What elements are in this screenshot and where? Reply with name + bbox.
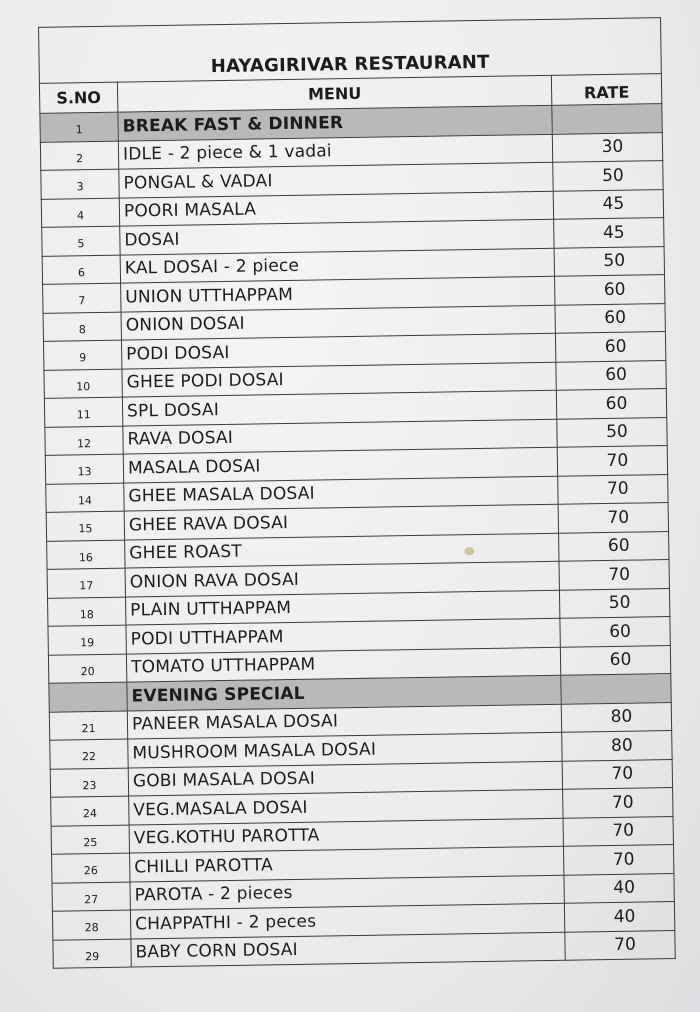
sno-cell: 15 <box>46 511 124 541</box>
sno-cell: 24 <box>51 796 129 826</box>
sno-cell: 8 <box>43 312 121 342</box>
sno-cell: 3 <box>41 169 119 199</box>
menu-item-name: GHEE PODI DOSAI <box>122 362 556 397</box>
rate-cell: 50 <box>554 246 664 276</box>
menu-item-name: PODI DOSAI <box>121 333 555 368</box>
menu-sheet <box>38 17 675 979</box>
header-menu: MENU <box>117 75 551 112</box>
rate-cell: 60 <box>555 303 665 333</box>
rate-cell: 50 <box>553 161 663 191</box>
rate-cell: 70 <box>563 845 673 875</box>
rate-cell: 60 <box>555 275 665 305</box>
rate-cell <box>552 104 662 134</box>
menu-item-name: GHEE MASALA DOSAI <box>124 476 558 511</box>
sno-cell: 19 <box>48 625 126 655</box>
menu-item-name: UNION UTTHAPPAM <box>121 276 555 311</box>
sno-cell: 14 <box>46 483 124 513</box>
sno-cell: 6 <box>42 255 120 285</box>
header-rate: RATE <box>551 74 661 106</box>
sno-cell: 10 <box>44 369 122 399</box>
section-title: BREAK FAST & DINNER <box>118 105 552 140</box>
menu-item-name: MASALA DOSAI <box>123 447 557 482</box>
sno-cell: 23 <box>50 768 128 798</box>
menu-item-name: PODI UTTHAPPAM <box>126 618 560 653</box>
menu-item-name: IDLE - 2 piece & 1 vadai <box>118 134 552 169</box>
sno-cell: 16 <box>47 540 125 570</box>
rate-cell: 60 <box>556 389 666 419</box>
rate-cell: 45 <box>554 218 664 248</box>
rate-cell: 80 <box>561 702 671 732</box>
menu-item-name: VEG.MASALA DOSAI <box>129 789 563 824</box>
sno-cell: 29 <box>53 939 131 969</box>
menu-item-name: CHAPPATHI - 2 peces <box>130 903 564 938</box>
menu-item-name: RAVA DOSAI <box>123 419 557 454</box>
sno-cell: 18 <box>48 597 126 627</box>
sno-cell: 7 <box>43 283 121 313</box>
sno-cell: 12 <box>45 426 123 456</box>
rate-cell: 70 <box>558 503 668 533</box>
sno-cell: 26 <box>52 853 130 883</box>
menu-rows <box>40 104 675 969</box>
menu-item-name: GHEE ROAST <box>125 533 559 568</box>
rate-cell: 80 <box>562 731 672 761</box>
header-sno: S.NO <box>39 82 117 113</box>
sno-cell: 1 <box>40 112 118 142</box>
menu-item-name: GOBI MASALA DOSAI <box>128 761 562 796</box>
sno-cell: 2 <box>40 141 118 171</box>
menu-item-name: GHEE RAVA DOSAI <box>124 504 558 539</box>
menu-item-name: TOMATO UTTHAPPAM <box>126 647 560 682</box>
menu-item-name: CHILLI PAROTTA <box>130 846 564 881</box>
menu-item-name: MUSHROOM MASALA DOSAI <box>128 732 562 767</box>
menu-item-name: KAL DOSAI - 2 piece <box>120 248 554 283</box>
sno-cell: 4 <box>41 198 119 228</box>
menu-item-name: SPL DOSAI <box>122 390 556 425</box>
sno-cell: 20 <box>48 654 126 684</box>
rate-cell: 70 <box>558 474 668 504</box>
sno-cell: 17 <box>47 568 125 598</box>
sno-cell: 27 <box>52 882 130 912</box>
sno-cell: 28 <box>52 910 130 940</box>
rate-cell: 70 <box>563 788 673 818</box>
menu-item-name: ONION RAVA DOSAI <box>125 561 559 596</box>
rate-cell: 30 <box>552 132 662 162</box>
sno-cell: 13 <box>45 454 123 484</box>
rate-cell: 70 <box>562 759 672 789</box>
sno-cell: 22 <box>50 739 128 769</box>
rate-cell: 60 <box>555 332 665 362</box>
menu-item-name: PONGAL & VADAI <box>119 162 553 197</box>
sno-cell: 5 <box>42 226 120 256</box>
sno-cell: 25 <box>51 825 129 855</box>
rate-cell: 45 <box>553 189 663 219</box>
rate-cell: 40 <box>564 901 674 931</box>
rate-cell: 50 <box>559 588 669 618</box>
sno-cell: 9 <box>43 340 121 370</box>
menu-table <box>38 17 676 969</box>
rate-cell: 60 <box>560 645 670 675</box>
menu-item-name: BABY CORN DOSAI <box>131 932 565 967</box>
menu-item-name: PAROTA - 2 pieces <box>130 875 564 910</box>
sno-cell: 11 <box>44 397 122 427</box>
rate-cell: 50 <box>557 417 667 447</box>
menu-item-name: PANEER MASALA DOSAI <box>127 704 561 739</box>
sno-cell: 21 <box>49 711 127 741</box>
rate-cell: 70 <box>559 560 669 590</box>
sno-cell <box>49 682 127 712</box>
rate-cell: 60 <box>559 531 669 561</box>
rate-cell: 70 <box>557 446 667 476</box>
section-title: EVENING SPECIAL <box>127 675 561 710</box>
menu-item-name: DOSAI <box>120 219 554 254</box>
menu-item-name: VEG.KOTHU PAROTTA <box>129 818 563 853</box>
rate-cell: 60 <box>556 360 666 390</box>
restaurant-title: HAYAGIRIVAR RESTAURANT <box>39 18 662 84</box>
rate-cell: 70 <box>565 930 675 960</box>
menu-item-name: PLAIN UTTHAPPAM <box>125 590 559 625</box>
rate-cell: 70 <box>563 816 673 846</box>
menu-item-name: ONION DOSAI <box>121 305 555 340</box>
rate-cell <box>561 674 671 704</box>
rate-cell: 60 <box>560 617 670 647</box>
menu-item-name: POORI MASALA <box>119 191 553 226</box>
rate-cell: 40 <box>564 873 674 903</box>
